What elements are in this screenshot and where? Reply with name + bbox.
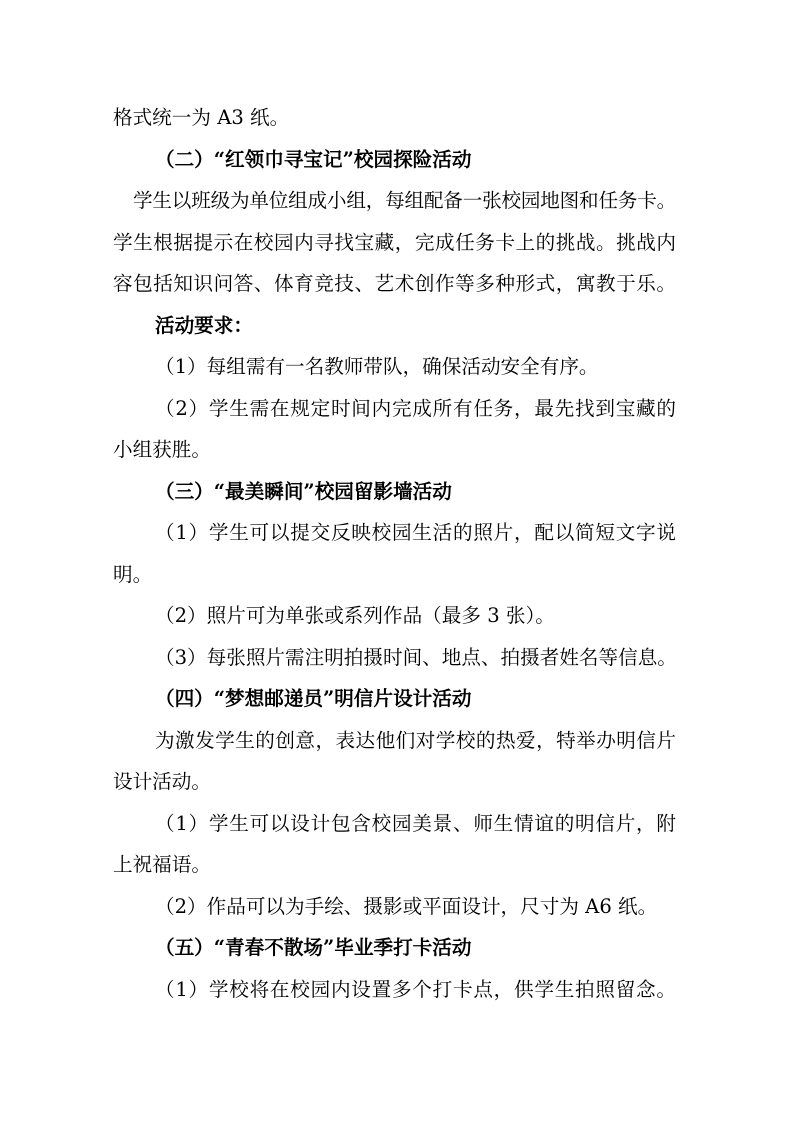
paragraph-line: （1）学校将在校园内设置多个打卡点，供学生拍照留念。 bbox=[155, 977, 676, 1001]
paragraph-line: 小组获胜。 bbox=[113, 438, 211, 461]
paragraph-line: （2）作品可以为手绘、摄影或平面设计，尺寸为 A6 纸。 bbox=[155, 894, 658, 918]
paragraph-line: （3）每张照片需注明拍摄时间、地点、拍摄者姓名等信息。 bbox=[155, 645, 677, 669]
continued-paragraph bbox=[113, 97, 676, 139]
list-item bbox=[113, 595, 676, 637]
list-item bbox=[113, 637, 676, 679]
section-heading: （二）“红领巾寻宝记”校园探险活动 bbox=[155, 147, 472, 171]
requirement-item bbox=[113, 346, 676, 388]
section-2-treasure-hunt bbox=[113, 139, 676, 471]
paragraph-line: 学生根据提示在校园内寻找宝藏，完成任务卡上的挑战。挑战内 bbox=[113, 230, 676, 254]
paragraph-line: （2）学生需在规定时间内完成所有任务，最先找到宝藏的 bbox=[155, 396, 676, 420]
list-item bbox=[113, 512, 676, 595]
requirement-item bbox=[113, 388, 676, 471]
document-body bbox=[113, 97, 676, 1010]
section-heading: （五）“青春不散场”毕业季打卡活动 bbox=[155, 936, 472, 959]
paragraph-line: （2）照片可为单张或系列作品（最多 3 张）。 bbox=[155, 604, 555, 627]
paragraph-line: 明。 bbox=[113, 562, 153, 586]
list-item bbox=[113, 803, 676, 886]
section-3-photo-wall bbox=[113, 471, 676, 679]
paragraph-line: 格式统一为 A3 纸。 bbox=[113, 106, 290, 129]
section-heading: （四）“梦想邮递员”明信片设计活动 bbox=[155, 687, 472, 710]
section-5-graduation-checkin bbox=[113, 927, 676, 1010]
paragraph-line: （1）学生可以设计包含校园美景、师生情谊的明信片，附 bbox=[155, 811, 676, 835]
paragraph-line: 学生以班级为单位组成小组，每组配备一张校园地图和任务卡。 bbox=[133, 189, 677, 212]
paragraph-line: （1）每组需有一名教师带队，确保活动安全有序。 bbox=[155, 355, 599, 378]
section-intro-paragraph bbox=[113, 720, 676, 803]
paragraph-line: （1）学生可以提交反映校园生活的照片，配以简短文字说 bbox=[155, 521, 676, 544]
section-4-postcard-design bbox=[113, 678, 676, 927]
requirements-label: 活动要求： bbox=[155, 313, 253, 337]
section-heading: （三）“最美瞬间”校园留影墙活动 bbox=[155, 479, 452, 503]
paragraph-line: 设计活动。 bbox=[113, 770, 211, 793]
paragraph-line: 为激发学生的创意，表达他们对学校的热爱，特举办明信片 bbox=[155, 728, 676, 752]
paragraph-line: 上祝福语。 bbox=[113, 853, 211, 876]
section-intro-paragraph bbox=[113, 180, 676, 305]
paragraph-line: 容包括知识问答、体育竞技、艺术创作等多种形式，寓教于乐。 bbox=[113, 272, 676, 295]
list-item bbox=[113, 886, 676, 928]
list-item bbox=[113, 969, 676, 1011]
